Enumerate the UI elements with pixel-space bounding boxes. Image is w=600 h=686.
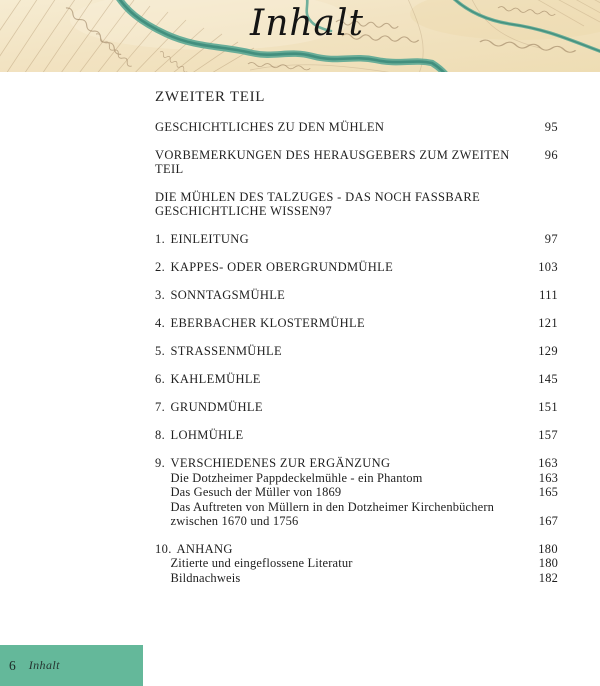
entry-number: 2. [155, 260, 166, 274]
entry-label: GRUNDMÜHLE [170, 400, 263, 414]
toc-entry [155, 456, 558, 470]
footer-section-label: Inhalt [28, 658, 60, 672]
table-of-contents [155, 88, 558, 598]
toc-subentry [171, 485, 559, 500]
toc-entry [155, 372, 558, 386]
toc-entry-group [155, 542, 558, 586]
entry-label: SONNTAGSMÜHLE [170, 288, 286, 302]
entry-number: 7. [155, 400, 166, 414]
entry-label: GESCHICHTLICHES ZU DEN MÜHLEN [155, 120, 385, 134]
subentry-page: 167 [538, 514, 558, 528]
toc-entry [155, 260, 558, 274]
toc-entry [155, 288, 558, 302]
entry-page: 180 [538, 541, 558, 556]
subentry-page: 180 [538, 556, 558, 570]
entry-number: 4. [155, 316, 166, 330]
subentry-label: Die Dotzheimer Pappdeckelmühle - ein Phantom [170, 470, 423, 485]
subentry-page: 163 [538, 470, 558, 485]
entry-page: 111 [539, 288, 558, 302]
entry-label: EBERBACHER KLOSTERMÜHLE [170, 316, 366, 330]
toc-entry [155, 542, 558, 556]
entry-page: 97 [544, 232, 558, 246]
entry-page: 157 [538, 428, 558, 442]
toc-entry [155, 344, 558, 358]
entry-number: 3. [155, 288, 166, 302]
entry-number: 6. [155, 372, 166, 386]
entry-number: 8. [155, 428, 166, 442]
subentry-page: 182 [538, 570, 558, 585]
entry-page: 129 [538, 344, 558, 358]
toc-entry [155, 428, 558, 442]
entry-page: 103 [538, 260, 558, 274]
part-heading: ZWEITER TEIL [155, 89, 266, 105]
entry-label: VERSCHIEDENES ZUR ERGÄNZUNG [170, 456, 391, 470]
subentry-label: Zitierte und eingeflossene Literatur [170, 556, 353, 570]
entry-number: 9. [155, 456, 166, 470]
toc-entry [155, 120, 558, 134]
toc-subentry [171, 514, 559, 529]
entry-label-line1: DIE MÜHLEN DES TALZUGES - DAS NOCH FASSBARE [155, 190, 481, 204]
toc-entry-group [155, 456, 558, 529]
entry-page: 163 [538, 456, 558, 470]
subentry-page: 165 [538, 485, 558, 499]
toc-subentry [171, 556, 559, 571]
entry-page: 97 [318, 204, 332, 218]
toc-entry [155, 316, 558, 330]
toc-subentry [171, 500, 559, 515]
toc-entry [155, 148, 558, 176]
subentry-label: Das Auftreten von Müllern in den Dotzheimer Kirchenbüchern [170, 499, 495, 514]
banner-title: Inhalt [249, 3, 365, 44]
entry-number: 10. [155, 541, 172, 556]
entry-number: 5. [155, 344, 166, 358]
entry-label: KAPPES- ODER OBERGRUNDMÜHLE [170, 260, 394, 274]
entry-label: STRASSENMÜHLE [170, 344, 283, 358]
toc-entry [155, 400, 558, 414]
entry-label: VORBEMERKUNGEN DES HERAUSGEBERS ZUM ZWEITEN TEIL [155, 148, 510, 176]
toc-subentry [171, 571, 559, 586]
toc-entry [155, 232, 558, 246]
entry-page: 151 [538, 400, 558, 414]
subentry-label: Bildnachweis [170, 570, 241, 585]
toc-entry [155, 190, 558, 218]
entry-label: KAHLEMÜHLE [170, 372, 261, 386]
entry-page: 121 [538, 316, 558, 330]
entry-label: ANHANG [176, 541, 233, 556]
entry-number: 1. [155, 232, 166, 246]
entry-label: LOHMÜHLE [170, 428, 244, 442]
map-banner-image [0, 0, 600, 72]
entry-label-line2: GESCHICHTLICHE WISSEN [155, 204, 319, 218]
map-decoration [0, 0, 600, 72]
entry-page: 96 [544, 148, 558, 162]
entry-page: 145 [538, 372, 558, 386]
subentry-label: Das Gesuch der Müller von 1869 [170, 485, 342, 499]
entry-label: EINLEITUNG [170, 232, 249, 246]
footer-page-number: 6 [9, 657, 16, 673]
subentry-label: zwischen 1670 und 1756 [170, 514, 299, 528]
toc-subentry [171, 471, 559, 486]
entry-page: 95 [544, 120, 558, 134]
footer-page-band [0, 645, 143, 686]
